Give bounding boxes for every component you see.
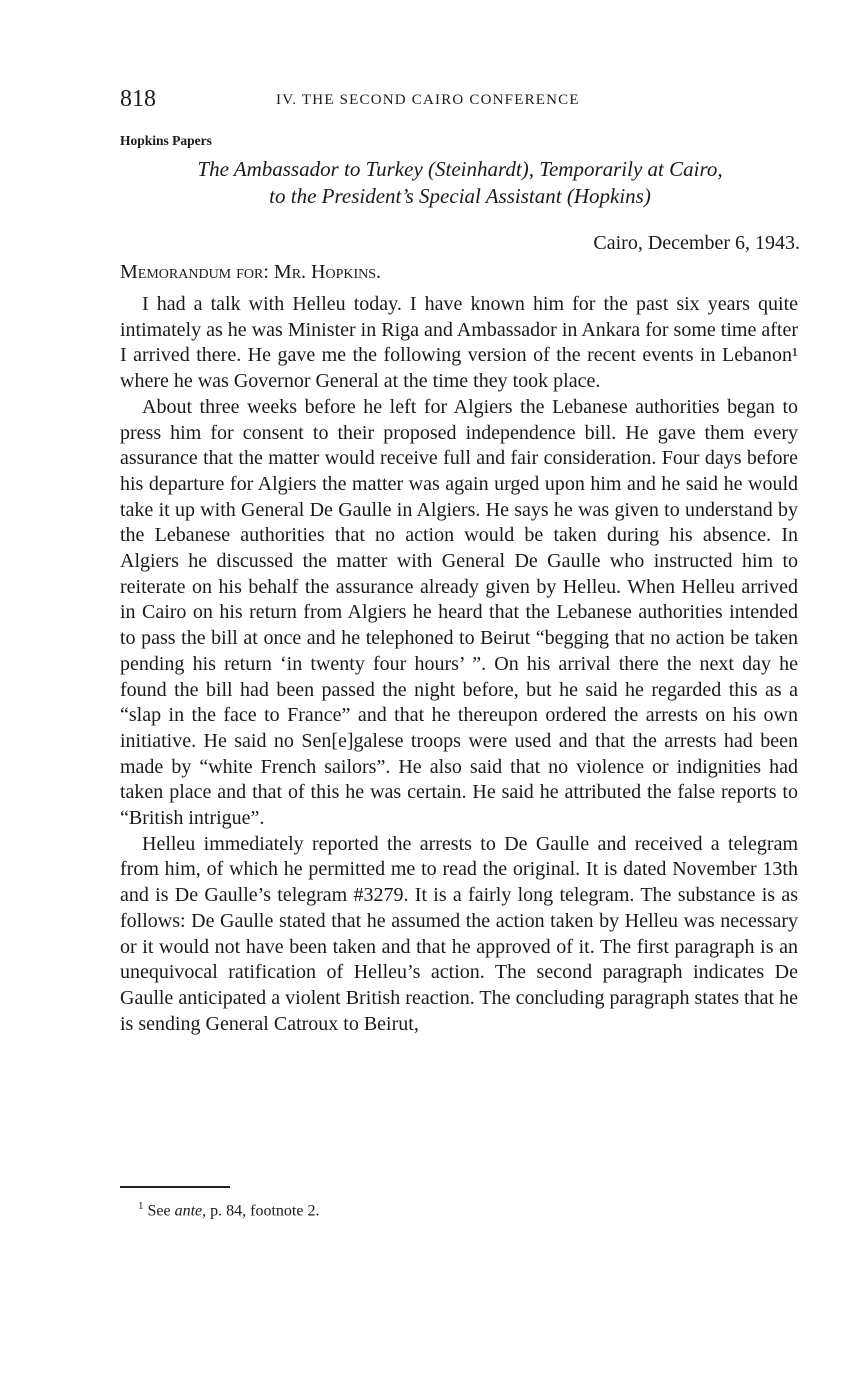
footnote-marker: 1	[138, 1200, 144, 1212]
footnote-text	[148, 1202, 320, 1219]
running-head: IV. THE SECOND CAIRO CONFERENCE	[276, 92, 580, 108]
page-number: 818	[120, 86, 156, 112]
paragraph: About three weeks before he left for Algiers the Lebanese authorities began to press him for consent to their proposed independence bill. He gave them every assurance that the matter would receive full and fair consideration. Four days before his departure for Algiers the matter was again urged upon him and he said he would take it up with General De Gaulle in Algiers. He says he was given to understand by the Lebanese authorities that no action would be taken during his absence. In Algiers he discussed the matter with General De Gaulle who instructed him to reiterate on his behalf the assurance already given by Helleu. When Helleu arrived in Cairo on his return from Algiers he heard that the Lebanese authorities intended to pass the bill at once and he telephoned to Beirut “begging that no action be taken pending his return ‘in twenty four hours’ ”. On his arrival there the next day he found the bill had been passed the night before, but he said he regarded this as a “slap in the face to France” and that he thereupon ordered the arrests on his own initiative. He said no Sen[e]galese troops were used and that the arrests had been made by “white French sailors”. He also said that no violence or indignities had taken place and that of this he was certain. He said he attributed the false reports to “British intrigue”.	[120, 395, 798, 830]
footnote-italic: ante	[174, 1202, 203, 1220]
source-label: Hopkins Papers	[120, 133, 212, 148]
title-line-2: to the President’s Special Assistant (Hopkins)	[269, 184, 651, 208]
title-line-1: The Ambassador to Turkey (Steinhardt), Temporarily at Cairo,	[197, 157, 723, 181]
paragraph: I had a talk with Helleu today. I have known him for the past six years quite intimately as he was Minister in Riga and Ambassador in Ankara for some time after I arrived there. He gave me the following version of the recent events in Lebanon¹ where he was Governor General at the time they took place.	[120, 293, 798, 393]
dateline: Cairo, December 6, 1943.	[593, 232, 800, 254]
footnote	[138, 1200, 319, 1220]
document-title	[120, 156, 800, 210]
footnote-prefix: See	[147, 1202, 171, 1220]
memorandum-line: Memorandum for: Mr. Hopkins.	[120, 261, 382, 283]
footnote-divider	[120, 1186, 230, 1188]
body-text	[120, 292, 798, 1037]
footnote-rest: , p. 84, footnote 2.	[202, 1202, 320, 1220]
page-header	[120, 86, 800, 116]
paragraph: Helleu immediately reported the arrests to De Gaulle and received a telegram from him, of which he permitted me to read the original. It is dated November 13th and is De Gaulle’s telegram #3279. It is a fairly long telegram. The substance is as follows: De Gaulle stated that he assumed the action taken by Helleu was necessary or it would not have been taken and that he approved of it. The first paragraph is an unequivocal ratification of Helleu’s action. The second paragraph indicates De Gaulle anticipated a violent British reaction. The concluding paragraph states that he is sending General Catroux to Beirut,	[120, 832, 798, 1035]
